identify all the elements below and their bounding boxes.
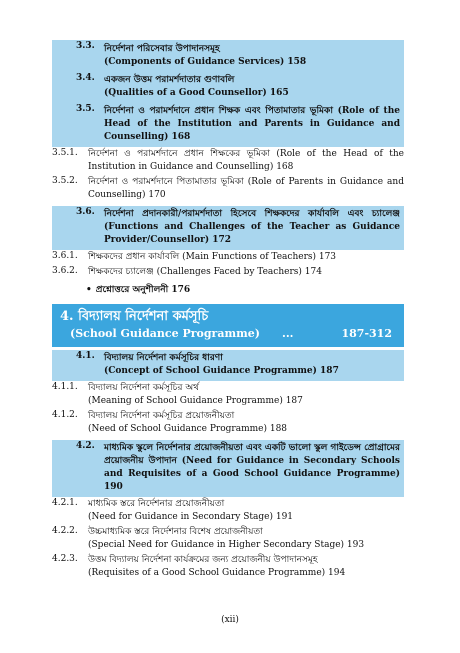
section-title-line: মাধ্যমিক স্কুলে নির্দেশনার প্রয়োজনীয়তা এবং একটি ভালো স্কুল গাইডেন্স প্রোগ্রামের প্রয়োজনীয় উপাদান (Need for Guidance in Secondary Schools and Requisites of a Good School Guidance Programme) 190 (104, 443, 400, 492)
section-title-line: নির্দেশনা পরিসেবার উপাদানসমূহ (104, 44, 220, 54)
toc-section[interactable] (52, 103, 404, 147)
toc-subsection[interactable] (52, 250, 404, 265)
toc-subsection[interactable] (52, 497, 404, 525)
toc-section[interactable] (52, 72, 404, 103)
section-title-line: (Need of School Guidance Programme) 188 (88, 424, 288, 434)
section-title-line: উত্তম বিদ্যালয় নির্দেশনা কার্যক্রমের জন্য প্রয়োজনীয় উপাদানসমূহ (88, 555, 318, 565)
section-number: 4.1.2. (52, 410, 78, 420)
toc-subsection[interactable] (52, 381, 404, 409)
section-title-line: (Need for Guidance in Secondary Stage) 191 (88, 512, 294, 522)
section-number: 3.5.1. (52, 148, 78, 158)
toc-section[interactable] (52, 40, 404, 72)
section-number: 4.2.3. (52, 554, 78, 564)
section-number: 4.1. (76, 351, 95, 361)
toc-subsection[interactable] (52, 409, 404, 437)
toc-section[interactable] (52, 206, 404, 250)
chapter-title: 4. বিদ্যালয় নির্দেশনা কর্মসূচি (60, 309, 209, 324)
section-title-line: শিক্ষকদের প্রধান কার্যাবলি (Main Functions of Teachers) 173 (88, 252, 337, 262)
section-title-line: মাধ্যমিক স্তরে নির্দেশনার প্রয়োজনীয়তা (88, 499, 225, 509)
chapter-heading[interactable] (52, 304, 404, 347)
section-title-line: (Concept of School Guidance Programme) 187 (104, 366, 339, 376)
section-number: 3.6.2. (52, 266, 78, 276)
toc-subsection[interactable] (52, 265, 404, 280)
section-title-line: একজন উত্তম পরামর্শদাতার গুণাবলি (104, 75, 235, 85)
section-number: 3.6.1. (52, 251, 78, 261)
toc-subsection[interactable] (52, 147, 404, 175)
toc-section[interactable] (52, 350, 404, 381)
table-of-contents (52, 40, 404, 581)
section-title-line: উচ্চমাধ্যমিক স্তরে নির্দেশনার বিশেষ প্রয়োজনীয়তা (88, 527, 263, 537)
section-number: 3.5.2. (52, 176, 78, 186)
toc-subsection[interactable] (52, 525, 404, 553)
section-title-line: নির্দেশনা ও পরামর্শদানে পিতামাতার ভূমিকা (Role of Parents in Guidance and Counselling) 170 (88, 177, 404, 200)
section-title-line: নির্দেশনা ও পরামর্শদানে প্রধান শিক্ষক এবং পিতামাতার ভূমিকা (Role of the Head of the Institution and Parents in Guidance and Counselling) 168 (104, 106, 400, 142)
exercise-label: প্রশ্নোত্তরে অনুশীলনী 176 (95, 285, 191, 295)
section-number: 4.2.1. (52, 498, 78, 508)
section-number: 3.4. (76, 73, 95, 83)
section-number: 3.6. (76, 207, 95, 217)
bullet-icon: • (86, 285, 92, 295)
chapter-subtitle: (School Guidance Programme) (70, 327, 260, 340)
section-title-line: (Meaning of School Guidance Programme) 187 (88, 396, 303, 406)
section-title-line: বিদ্যালয় নির্দেশনা কর্মসূচির প্রয়োজনীয়তা (88, 411, 235, 421)
section-number: 4.2.2. (52, 526, 78, 536)
section-title-line: নির্দেশনা ও পরামর্শদানে প্রধান শিক্ষকের ভূমিকা (Role of the Head of the Institution in Guidance and Counselling) 168 (88, 149, 404, 172)
section-number: 4.1.1. (52, 382, 78, 392)
chapter-subtitle-row (60, 326, 398, 342)
section-title-line: বিদ্যালয় নির্দেশনা কর্মসূচির ধারণা (104, 353, 223, 363)
toc-exercise[interactable] (52, 280, 404, 300)
section-number: 3.3. (76, 41, 95, 51)
leader-dots: ... (282, 327, 294, 340)
section-title-line: (Components of Guidance Services) 158 (104, 57, 307, 67)
toc-section[interactable] (52, 440, 404, 497)
section-title-line: (Qualities of a Good Counsellor) 165 (104, 88, 289, 98)
section-title-line: (Special Need for Guidance in Higher Secondary Stage) 193 (88, 540, 365, 550)
section-title-line: শিক্ষকদের চ্যালেঞ্জ (Challenges Faced by Teachers) 174 (88, 267, 322, 277)
section-title-line: (Requisites of a Good School Guidance Programme) 194 (88, 568, 346, 578)
section-number: 4.2. (76, 441, 95, 451)
toc-subsection[interactable] (52, 175, 404, 203)
section-title-line: নির্দেশনা প্রদানকারী/পরামর্শদাতা হিসেবে শিক্ষকদের কার্যাবলি এবং চ্যালেঞ্জ (Functions and Challenges of the Teacher as Guidance Provider/Counsellor) 172 (104, 209, 400, 245)
section-title-line: বিদ্যালয় নির্দেশনা কর্মসূচির অর্থ (88, 383, 199, 393)
section-number: 3.5. (76, 104, 95, 114)
chapter-page-range: 187-312 (341, 327, 392, 340)
toc-subsection[interactable] (52, 553, 404, 581)
page-number: (xii) (221, 615, 239, 625)
